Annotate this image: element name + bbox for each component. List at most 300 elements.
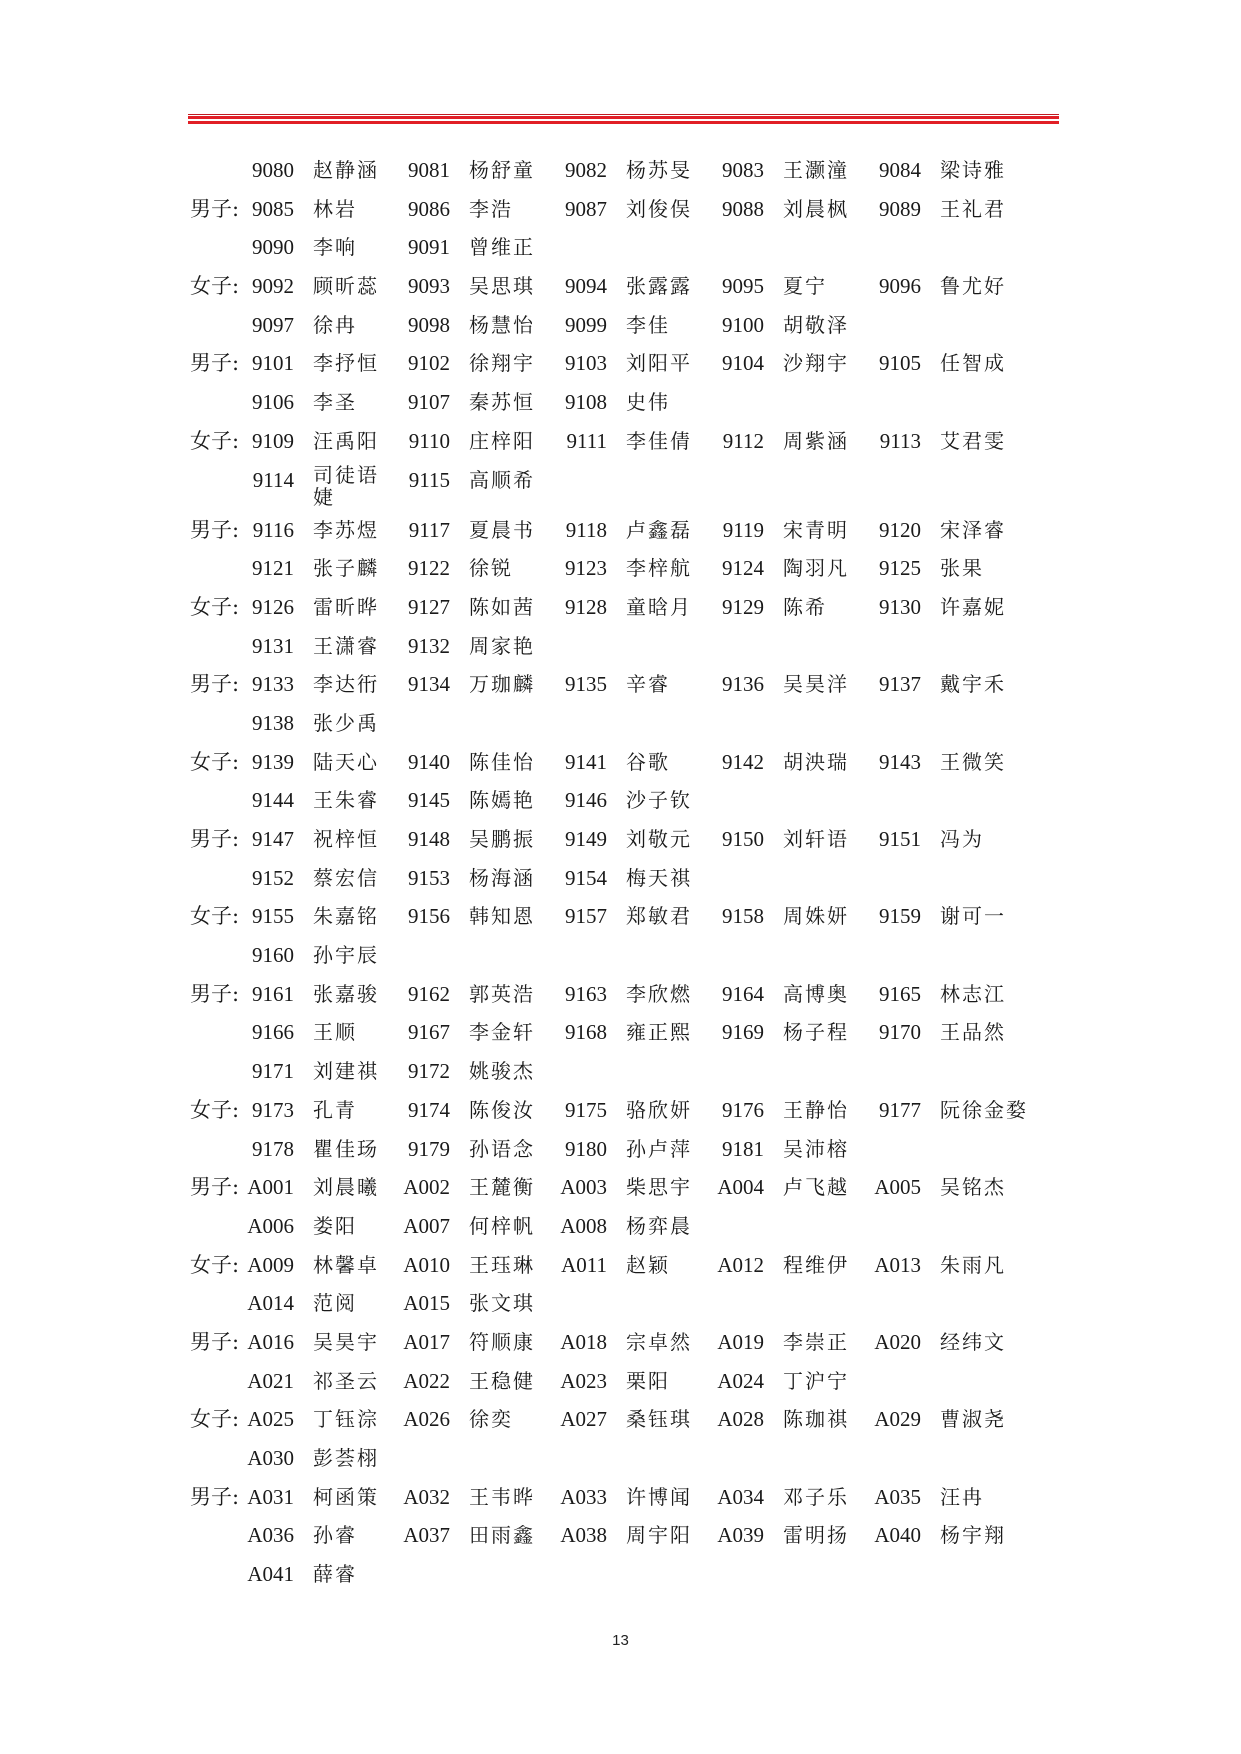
entry-name: 张嘉骏 bbox=[313, 981, 379, 1006]
gender-prefix: 女子: bbox=[190, 274, 240, 299]
entry-name: 王顺 bbox=[313, 1020, 357, 1045]
entry-name: 王韦晔 bbox=[469, 1484, 535, 1509]
entry-code: A040 bbox=[874, 1523, 921, 1548]
entry-name: 娄阳 bbox=[313, 1213, 357, 1238]
entry-name: 韩知恩 bbox=[469, 904, 535, 929]
roster-row bbox=[0, 549, 1241, 588]
entry-name: 杨宇翔 bbox=[940, 1523, 1006, 1548]
entry-code: 9140 bbox=[408, 749, 450, 774]
entry-code: 9166 bbox=[252, 1020, 294, 1045]
roster-row bbox=[0, 897, 1241, 936]
entry-code: A015 bbox=[403, 1291, 450, 1316]
entry-code: 9171 bbox=[252, 1059, 294, 1084]
roster-row bbox=[0, 1478, 1241, 1517]
entry-code: A004 bbox=[717, 1175, 764, 1200]
entry-name: 丁沪宁 bbox=[783, 1368, 849, 1393]
entry-code: A030 bbox=[247, 1446, 294, 1470]
entry-name: 谢可一 bbox=[940, 904, 1006, 929]
entry-code: 9114 bbox=[252, 467, 294, 492]
entry-code: 9129 bbox=[722, 594, 764, 619]
entry-code: 9174 bbox=[408, 1097, 450, 1122]
entry-name: 朱雨凡 bbox=[940, 1252, 1006, 1277]
entry-name: 林岩 bbox=[313, 196, 357, 221]
entry-code: 9082 bbox=[565, 158, 607, 182]
entry-name: 汪禹阳 bbox=[313, 428, 379, 453]
entry-name: 吴铭杰 bbox=[940, 1175, 1006, 1200]
roster-row bbox=[0, 511, 1241, 550]
entry-code: A039 bbox=[717, 1523, 764, 1548]
entry-code: 9106 bbox=[252, 390, 294, 415]
entry-name: 朱嘉铭 bbox=[313, 904, 379, 929]
entry-code: 9128 bbox=[565, 594, 607, 619]
entry-code: 9130 bbox=[879, 594, 921, 619]
entry-name: 陈珈祺 bbox=[783, 1407, 849, 1432]
entry-code: A027 bbox=[560, 1407, 607, 1432]
entry-code: A014 bbox=[247, 1291, 294, 1316]
roster-row bbox=[0, 1516, 1241, 1555]
entry-name: 李欣燃 bbox=[626, 981, 692, 1006]
entry-name: 经纬文 bbox=[940, 1329, 1006, 1354]
entry-code: 9095 bbox=[722, 274, 764, 299]
entry-code: 9173 bbox=[252, 1097, 294, 1122]
roster-row bbox=[0, 1013, 1241, 1052]
entry-name: 司徒语婕 bbox=[313, 462, 379, 509]
entry-name: 吴思琪 bbox=[469, 274, 535, 299]
entry-code: A006 bbox=[247, 1213, 294, 1238]
entry-code: 9157 bbox=[565, 904, 607, 929]
entry-code: A038 bbox=[560, 1523, 607, 1548]
entry-name: 刘轩语 bbox=[783, 827, 849, 851]
entry-name: 张果 bbox=[940, 556, 984, 581]
entry-code: A033 bbox=[560, 1484, 607, 1509]
entry-code: A010 bbox=[403, 1252, 450, 1277]
entry-code: A016 bbox=[247, 1329, 294, 1354]
entry-name: 顾昕蕊 bbox=[313, 274, 379, 299]
entry-code: A029 bbox=[874, 1407, 921, 1432]
entry-name: 符顺康 bbox=[469, 1329, 535, 1354]
entry-code: A018 bbox=[560, 1329, 607, 1354]
entry-name: 陈如茜 bbox=[469, 594, 535, 619]
entry-name: 任智成 bbox=[940, 351, 1006, 376]
entry-name: 胡泱瑞 bbox=[783, 749, 849, 774]
entry-name: 阮徐金婺 bbox=[940, 1097, 1028, 1122]
entry-code: 9181 bbox=[722, 1136, 764, 1161]
entry-name: 许嘉妮 bbox=[940, 594, 1006, 619]
entry-name: 赵颖 bbox=[626, 1252, 670, 1277]
roster-row bbox=[0, 1130, 1241, 1169]
entry-code: 9118 bbox=[565, 517, 607, 542]
entry-code: 9167 bbox=[408, 1020, 450, 1045]
gender-prefix: 男子: bbox=[190, 1484, 240, 1509]
entry-code: A005 bbox=[874, 1175, 921, 1200]
entry-code: 9136 bbox=[722, 672, 764, 697]
gender-prefix: 女子: bbox=[190, 749, 240, 774]
entry-name: 许博闻 bbox=[626, 1484, 692, 1509]
entry-name: 张文琪 bbox=[469, 1291, 535, 1316]
entry-name: 王品然 bbox=[940, 1020, 1006, 1045]
entry-code: 9090 bbox=[252, 235, 294, 260]
entry-name: 姚骏杰 bbox=[469, 1059, 535, 1084]
roster-row bbox=[0, 1555, 1241, 1594]
gender-prefix: 女子: bbox=[190, 904, 240, 929]
entry-name: 孙语念 bbox=[469, 1136, 535, 1161]
gender-prefix: 女子: bbox=[190, 1407, 240, 1432]
entry-code: 9148 bbox=[408, 827, 450, 851]
entry-name: 童晗月 bbox=[626, 594, 692, 619]
entry-code: 9087 bbox=[565, 196, 607, 221]
entry-code: 9127 bbox=[408, 594, 450, 619]
entry-code: 9153 bbox=[408, 865, 450, 890]
entry-name: 林馨卓 bbox=[313, 1252, 379, 1277]
header-rule-thin bbox=[188, 114, 1059, 115]
entry-code: 9123 bbox=[565, 556, 607, 581]
roster-row bbox=[0, 344, 1241, 383]
entry-code: 9133 bbox=[252, 672, 294, 697]
entry-code: 9122 bbox=[408, 556, 450, 581]
entry-name: 雍正熙 bbox=[626, 1020, 692, 1045]
entry-code: 9143 bbox=[879, 749, 921, 774]
entry-name: 徐奕 bbox=[469, 1407, 513, 1432]
entry-name: 周紫涵 bbox=[783, 428, 849, 453]
entry-code: 9144 bbox=[252, 788, 294, 813]
entry-code: 9146 bbox=[565, 788, 607, 813]
entry-name: 程维伊 bbox=[783, 1252, 849, 1277]
entry-name: 刘俊俣 bbox=[626, 196, 692, 221]
entry-code: 9176 bbox=[722, 1097, 764, 1122]
entry-name: 庄梓阳 bbox=[469, 428, 535, 453]
entry-code: 9160 bbox=[252, 943, 294, 968]
entry-name: 赵静涵 bbox=[313, 158, 379, 182]
entry-code: A024 bbox=[717, 1368, 764, 1393]
roster-row bbox=[0, 267, 1241, 306]
entry-code: 9085 bbox=[252, 196, 294, 221]
entry-code: 9152 bbox=[252, 865, 294, 890]
entry-name: 王朱睿 bbox=[313, 788, 379, 813]
entry-name: 徐翔宇 bbox=[469, 351, 535, 376]
entry-code: 9083 bbox=[722, 158, 764, 182]
entry-name: 杨海涵 bbox=[469, 865, 535, 890]
entry-code: 9105 bbox=[879, 351, 921, 376]
entry-name: 李崇正 bbox=[783, 1329, 849, 1354]
entry-name: 夏宁 bbox=[783, 274, 827, 299]
entry-code: 9161 bbox=[252, 981, 294, 1006]
roster-row bbox=[0, 665, 1241, 704]
entry-code: A007 bbox=[403, 1213, 450, 1238]
entry-code: 9172 bbox=[408, 1059, 450, 1084]
gender-prefix: 男子: bbox=[190, 827, 240, 851]
entry-code: A023 bbox=[560, 1368, 607, 1393]
entry-name: 冯为 bbox=[940, 827, 984, 851]
entry-code: 9099 bbox=[565, 312, 607, 337]
entry-code: A020 bbox=[874, 1329, 921, 1354]
entry-name: 张子麟 bbox=[313, 556, 379, 581]
entry-name: 雷昕晔 bbox=[313, 594, 379, 619]
entry-code: A002 bbox=[403, 1175, 450, 1200]
entry-name: 张露露 bbox=[626, 274, 692, 299]
entry-name: 王灏潼 bbox=[783, 158, 849, 182]
gender-prefix: 男子: bbox=[190, 351, 240, 376]
roster-row bbox=[0, 228, 1241, 267]
entry-name: 郭英浩 bbox=[469, 981, 535, 1006]
roster-row bbox=[0, 1207, 1241, 1246]
entry-code: 9170 bbox=[879, 1020, 921, 1045]
entry-code: 9088 bbox=[722, 196, 764, 221]
entry-name: 宋泽睿 bbox=[940, 517, 1006, 542]
entry-name: 卢鑫磊 bbox=[626, 517, 692, 542]
roster-row bbox=[0, 588, 1241, 627]
entry-code: 9159 bbox=[879, 904, 921, 929]
entry-code: 9115 bbox=[408, 467, 450, 492]
entry-name: 陈希 bbox=[783, 594, 827, 619]
entry-code: 9081 bbox=[408, 158, 450, 182]
entry-name: 陈嫣艳 bbox=[469, 788, 535, 813]
entry-name: 李浩 bbox=[469, 196, 513, 221]
entry-code: 9124 bbox=[722, 556, 764, 581]
entry-code: 9107 bbox=[408, 390, 450, 415]
entry-name: 沙子钦 bbox=[626, 788, 692, 813]
roster-row bbox=[0, 1323, 1241, 1362]
entry-code: 9116 bbox=[252, 517, 294, 542]
entry-name: 孙卢萍 bbox=[626, 1136, 692, 1161]
entry-name: 吴昊宇 bbox=[313, 1329, 379, 1354]
entry-name: 刘敬元 bbox=[626, 827, 692, 851]
entry-code: 9158 bbox=[722, 904, 764, 929]
entry-code: 9126 bbox=[252, 594, 294, 619]
entry-name: 陈俊汝 bbox=[469, 1097, 535, 1122]
roster-row bbox=[0, 859, 1241, 898]
entry-code: A036 bbox=[247, 1523, 294, 1548]
entry-code: 9162 bbox=[408, 981, 450, 1006]
roster-row bbox=[0, 1400, 1241, 1439]
entry-name: 薛睿 bbox=[313, 1562, 357, 1587]
entry-code: 9111 bbox=[566, 428, 607, 453]
entry-code: A022 bbox=[403, 1368, 450, 1393]
entry-name: 陆天心 bbox=[313, 749, 379, 774]
entry-name: 秦苏恒 bbox=[469, 390, 535, 415]
entry-name: 王潇睿 bbox=[313, 633, 379, 658]
entry-name: 辛睿 bbox=[626, 672, 670, 697]
entry-code: 9175 bbox=[565, 1097, 607, 1122]
roster-row bbox=[0, 743, 1241, 782]
entry-name: 徐锐 bbox=[469, 556, 513, 581]
entry-name: 卢飞越 bbox=[783, 1175, 849, 1200]
entry-code: 9080 bbox=[252, 158, 294, 182]
entry-name: 谷歌 bbox=[626, 749, 670, 774]
entry-code: 9117 bbox=[408, 517, 450, 542]
entry-name: 杨舒童 bbox=[469, 158, 535, 182]
roster-row bbox=[0, 461, 1241, 511]
entry-name: 宗卓然 bbox=[626, 1329, 692, 1354]
entry-name: 戴宇禾 bbox=[940, 672, 1006, 697]
entry-code: 9120 bbox=[879, 517, 921, 542]
entry-code: 9156 bbox=[408, 904, 450, 929]
entry-name: 李圣 bbox=[313, 390, 357, 415]
entry-code: 9094 bbox=[565, 274, 607, 299]
entry-code: 9165 bbox=[879, 981, 921, 1006]
entry-code: 9151 bbox=[879, 827, 921, 851]
entry-code: 9177 bbox=[879, 1097, 921, 1122]
entry-name: 梁诗雅 bbox=[940, 158, 1006, 182]
entry-code: 9108 bbox=[565, 390, 607, 415]
roster-row bbox=[0, 704, 1241, 743]
entry-name: 丁钰淙 bbox=[313, 1407, 379, 1432]
entry-name: 孔青 bbox=[313, 1097, 357, 1122]
entry-name: 梅天祺 bbox=[626, 865, 692, 890]
entry-code: A041 bbox=[247, 1562, 294, 1587]
roster-row bbox=[0, 190, 1241, 229]
entry-name: 高博奥 bbox=[783, 981, 849, 1006]
entry-code: A035 bbox=[874, 1484, 921, 1509]
entry-code: 9141 bbox=[565, 749, 607, 774]
entry-code: A028 bbox=[717, 1407, 764, 1432]
entry-code: A009 bbox=[247, 1252, 294, 1277]
entry-name: 陶羽凡 bbox=[783, 556, 849, 581]
entry-name: 柴思宇 bbox=[626, 1175, 692, 1200]
roster-row bbox=[0, 975, 1241, 1014]
entry-code: 9179 bbox=[408, 1136, 450, 1161]
roster-row bbox=[0, 1362, 1241, 1401]
roster-row bbox=[0, 781, 1241, 820]
roster-row bbox=[0, 151, 1241, 190]
entry-code: 9138 bbox=[252, 710, 294, 735]
entry-name: 李金轩 bbox=[469, 1020, 535, 1045]
entry-name: 曹淑尧 bbox=[940, 1407, 1006, 1432]
entry-name: 雷明扬 bbox=[783, 1523, 849, 1548]
entry-code: A017 bbox=[403, 1329, 450, 1354]
roster-row bbox=[0, 936, 1241, 975]
entry-name: 邓子乐 bbox=[783, 1484, 849, 1509]
entry-name: 田雨鑫 bbox=[469, 1523, 535, 1548]
entry-name: 汪冉 bbox=[940, 1484, 984, 1509]
entry-name: 李佳 bbox=[626, 312, 670, 337]
entry-code: 9091 bbox=[408, 235, 450, 260]
entry-name: 李抒恒 bbox=[313, 351, 379, 376]
entry-code: 9147 bbox=[252, 827, 294, 851]
entry-name: 林志江 bbox=[940, 981, 1006, 1006]
entry-code: 9113 bbox=[879, 428, 921, 453]
gender-prefix: 男子: bbox=[190, 672, 240, 697]
entry-code: 9168 bbox=[565, 1020, 607, 1045]
entry-code: 9163 bbox=[565, 981, 607, 1006]
header-rule-top bbox=[188, 116, 1059, 119]
gender-prefix: 男子: bbox=[190, 1329, 240, 1354]
entry-name: 王静怡 bbox=[783, 1097, 849, 1122]
entry-code: 9142 bbox=[722, 749, 764, 774]
entry-code: 9137 bbox=[879, 672, 921, 697]
entry-code: A037 bbox=[403, 1523, 450, 1548]
entry-code: 9110 bbox=[408, 428, 450, 453]
entry-name: 李苏煜 bbox=[313, 517, 379, 542]
entry-code: A003 bbox=[560, 1175, 607, 1200]
entry-code: A001 bbox=[247, 1175, 294, 1200]
entry-code: 9109 bbox=[252, 428, 294, 453]
entry-name: 沙翔宇 bbox=[783, 351, 849, 376]
gender-prefix: 男子: bbox=[190, 1175, 240, 1200]
entry-name: 万珈麟 bbox=[469, 672, 535, 697]
entry-name: 王稳健 bbox=[469, 1368, 535, 1393]
entry-code: 9150 bbox=[722, 827, 764, 851]
entry-name: 刘晨曦 bbox=[313, 1175, 379, 1200]
gender-prefix: 男子: bbox=[190, 196, 240, 221]
entry-name: 刘晨枫 bbox=[783, 196, 849, 221]
entry-name: 桑钰琪 bbox=[626, 1407, 692, 1432]
entry-name: 王珏琳 bbox=[469, 1252, 535, 1277]
entry-name: 孙睿 bbox=[313, 1523, 357, 1548]
roster-list bbox=[0, 151, 1241, 1594]
entry-name: 李达衎 bbox=[313, 672, 379, 697]
entry-code: 9103 bbox=[565, 351, 607, 376]
entry-code: 9145 bbox=[408, 788, 450, 813]
roster-row bbox=[0, 383, 1241, 422]
entry-code: 9112 bbox=[722, 428, 764, 453]
entry-code: A019 bbox=[717, 1329, 764, 1354]
entry-name: 何梓帆 bbox=[469, 1213, 535, 1238]
entry-code: A013 bbox=[874, 1252, 921, 1277]
entry-name: 吴鹏振 bbox=[469, 827, 535, 851]
entry-name: 夏晨书 bbox=[469, 517, 535, 542]
entry-name: 刘阳平 bbox=[626, 351, 692, 376]
entry-code: A008 bbox=[560, 1213, 607, 1238]
gender-prefix: 女子: bbox=[190, 594, 240, 619]
entry-code: A026 bbox=[403, 1407, 450, 1432]
entry-name: 宋青明 bbox=[783, 517, 849, 542]
entry-name: 郑敏君 bbox=[626, 904, 692, 929]
entry-code: 9104 bbox=[722, 351, 764, 376]
entry-name: 杨慧怡 bbox=[469, 312, 535, 337]
entry-name: 周姝妍 bbox=[783, 904, 849, 929]
gender-prefix: 男子: bbox=[190, 981, 240, 1006]
entry-name: 孙宇辰 bbox=[313, 943, 379, 968]
header-rule-bottom bbox=[188, 121, 1059, 124]
entry-code: A021 bbox=[247, 1368, 294, 1393]
entry-code: 9101 bbox=[252, 351, 294, 376]
entry-code: 9169 bbox=[722, 1020, 764, 1045]
roster-row bbox=[0, 1052, 1241, 1091]
entry-name: 王麓衡 bbox=[469, 1175, 535, 1200]
entry-name: 杨苏旻 bbox=[626, 158, 692, 182]
entry-name: 史伟 bbox=[626, 390, 670, 415]
entry-name: 彭荟栩 bbox=[313, 1446, 379, 1470]
entry-name: 李佳倩 bbox=[626, 428, 692, 453]
entry-name: 鲁尤好 bbox=[940, 274, 1006, 299]
entry-code: 9135 bbox=[565, 672, 607, 697]
roster-row bbox=[0, 1168, 1241, 1207]
roster-row bbox=[0, 820, 1241, 859]
entry-name: 蔡宏信 bbox=[313, 865, 379, 890]
entry-code: A012 bbox=[717, 1252, 764, 1277]
entry-name: 刘建祺 bbox=[313, 1059, 379, 1084]
entry-name: 曾维正 bbox=[469, 235, 535, 260]
entry-name: 王微笑 bbox=[940, 749, 1006, 774]
entry-code: 9093 bbox=[408, 274, 450, 299]
entry-name: 栗阳 bbox=[626, 1368, 670, 1393]
entry-name: 杨子程 bbox=[783, 1020, 849, 1045]
entry-code: 9164 bbox=[722, 981, 764, 1006]
entry-code: 9119 bbox=[722, 517, 764, 542]
entry-code: 9149 bbox=[565, 827, 607, 851]
entry-name: 高顺希 bbox=[469, 467, 535, 492]
entry-code: 9089 bbox=[879, 196, 921, 221]
entry-code: 9134 bbox=[408, 672, 450, 697]
gender-prefix: 女子: bbox=[190, 1252, 240, 1277]
entry-code: 9086 bbox=[408, 196, 450, 221]
entry-name: 李梓航 bbox=[626, 556, 692, 581]
entry-code: 9084 bbox=[879, 158, 921, 182]
entry-code: A032 bbox=[403, 1484, 450, 1509]
entry-code: 9155 bbox=[252, 904, 294, 929]
entry-name: 李响 bbox=[313, 235, 357, 260]
entry-name: 张少禹 bbox=[313, 710, 379, 735]
